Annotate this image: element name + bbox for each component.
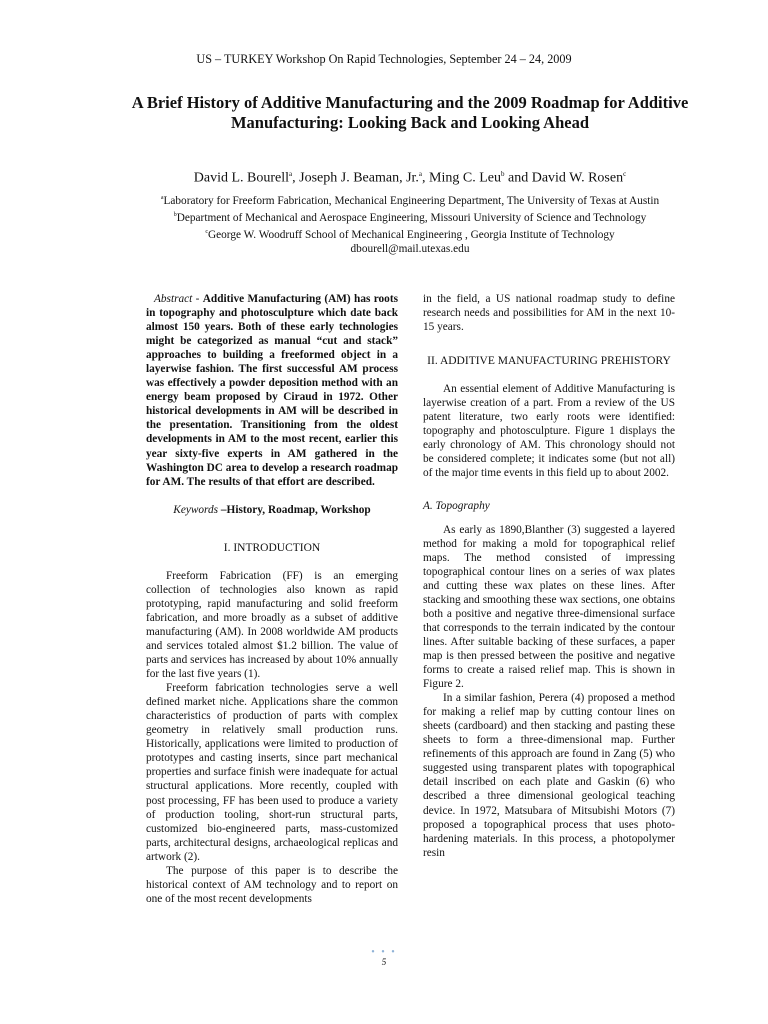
section-heading-introduction: I. INTRODUCTION bbox=[223, 541, 321, 554]
author-name: Joseph J. Beaman, Jr. bbox=[299, 170, 419, 186]
affiliation-mark: c bbox=[205, 229, 208, 236]
author-separator: , bbox=[292, 170, 300, 186]
body-paragraph: In a similar fashion, Perera (4) proposed a method for making a relief map by cutting contour lines on sheets (cardboard) and then stacking and pasting these sheets to form a three-dimensional map. Further refinements of this approach are found in Zang (5) who suggested using transparent plates with topographical detail inscribed on each plate and Gaskin (6) who described a three dimensional geological teaching device. In 1972, Matsubara of Mitsubishi Motors (7) proposed a topographical process that uses photo-hardening materials. In this process, a photopolymer resin bbox=[423, 692, 675, 859]
affiliation bbox=[160, 208, 660, 225]
keywords-label: Keywords bbox=[173, 503, 219, 516]
author-name: David L. Bourell bbox=[193, 170, 290, 186]
affiliation-mark: b bbox=[173, 212, 177, 219]
abstract-label: Abstract - bbox=[154, 293, 203, 305]
author-name: David W. Rosen bbox=[531, 170, 624, 186]
author-list bbox=[100, 170, 720, 187]
paper-title: A Brief History of Additive Manufacturing and the 2009 Roadmap for Additive Manufacturing: Looking Back and Looking Ahead bbox=[131, 93, 689, 132]
body-paragraph: Freeform fabrication technologies serve a well defined market niche. Applications share the common characteristics of production of parts with complex geometry in relatively small production runs. Historically, applications were limited to production of prototypes and casting inserts, since part mechanical properties and surface finish were inadequate for actual structural applications. More recently, coupled with post processing, FF has been used to produce a variety of production tooling, short-run structural parts, customized bio-engineered parts, mass-customized parts, architectural designs, archaeological replicas and artwork (2). bbox=[146, 682, 398, 863]
author-affil-mark: a bbox=[418, 170, 423, 178]
affiliation-text: Department of Mechanical and Aerospace Engineering, Missouri University of Science and Technology bbox=[176, 211, 647, 224]
author-affil-mark: c bbox=[623, 170, 627, 178]
author-separator: , bbox=[422, 170, 430, 186]
affiliation-mark: a bbox=[160, 195, 164, 201]
page-number: 5 bbox=[381, 957, 387, 967]
affiliation bbox=[160, 191, 660, 208]
running-header: US – TURKEY Workshop On Rapid Technologies, September 24 – 24, 2009 bbox=[196, 52, 572, 66]
body-paragraph-continued: in the field, a US national roadmap study to define research needs and possibilities for AM in the next 10-15 years. bbox=[423, 293, 675, 334]
footer-dots-ornament: • • • bbox=[371, 947, 397, 958]
right-column bbox=[423, 292, 675, 860]
author-separator: and bbox=[504, 170, 532, 186]
author-affil-mark: b bbox=[500, 170, 505, 178]
affiliation-text: Laboratory for Freeform Fabrication, Mechanical Engineering Department, The University of Texas at Austin bbox=[163, 194, 660, 207]
author-name: Ming C. Leu bbox=[429, 170, 501, 186]
affiliation bbox=[160, 225, 660, 242]
section-heading-prehistory: II. ADDITIVE MANUFACTURING PREHISTORY bbox=[427, 355, 671, 368]
abstract bbox=[146, 292, 398, 489]
abstract-text: Additive Manufacturing (AM) has roots in topography and photosculpture which date back almost 150 years. Both of these early technologies might be categorized as manual “cut and stack” approaches to building a freeformed object in a layerwise fashion. The first successful AM process was effectively a powder deposition method with an energy beam proposed by Ciraud in 1972. Other historical developments in AM will be described in the presentation. Transitioning from the oldest developments in AM to the most recent, earlier this year sixty-five experts in AM gathered in the Washington DC area to develop a research roadmap for AM. The results of that effort are described. bbox=[146, 293, 398, 488]
keywords bbox=[146, 503, 398, 517]
author-affil-mark: a bbox=[289, 170, 293, 178]
body-paragraph: An essential element of Additive Manufacturing is layerwise creation of a part. From a review of the US patent literature, two early roots were identified: topography and photosculpture. Figure 1 displays the early chronology of AM. This chronology should not be considered complete; it indicates some (but not all) of the major time events in this field up to about 2002. bbox=[423, 383, 675, 480]
body-paragraph: As early as 1890,Blanther (3) suggested a layered method for making a mold for topographical relief maps. The method consisted of impressing topographical contour lines on a series of wax plates and cutting these wax plates on these lines. After stacking and smoothing these wax sections, one obtains both a positive and negative three-dimensional surface that corresponds to the terrain indicated by the contour lines. After suitable backing of these surfaces, a paper map is then pressed between the positive and negative forms to create a raised relief map. This is shown in Figure 2. bbox=[423, 523, 675, 691]
contact-email: dbourell@mail.utexas.edu bbox=[350, 243, 470, 256]
affiliation-text: George W. Woodruff School of Mechanical Engineering , Georgia Institute of Technology bbox=[207, 228, 615, 241]
subsection-heading-topography: A. Topography bbox=[423, 499, 490, 512]
body-paragraph: The purpose of this paper is to describe the historical context of AM technology and to report on one of the most recent developments bbox=[146, 864, 398, 905]
left-column bbox=[146, 292, 398, 906]
affiliation-block bbox=[160, 191, 660, 256]
body-paragraph: Freeform Fabrication (FF) is an emerging collection of technologies also known as rapid prototyping, rapid manufacturing and solid freeform fabrication, and more broadly as a subset of additive manufacturing (AM). In 2008 worldwide AM products and services totaled almost $1.2 billion. The value of parts and services has increased by about 10% annually for the last five years (1). bbox=[146, 569, 398, 681]
keywords-text: –History, Roadmap, Workshop bbox=[218, 503, 371, 516]
